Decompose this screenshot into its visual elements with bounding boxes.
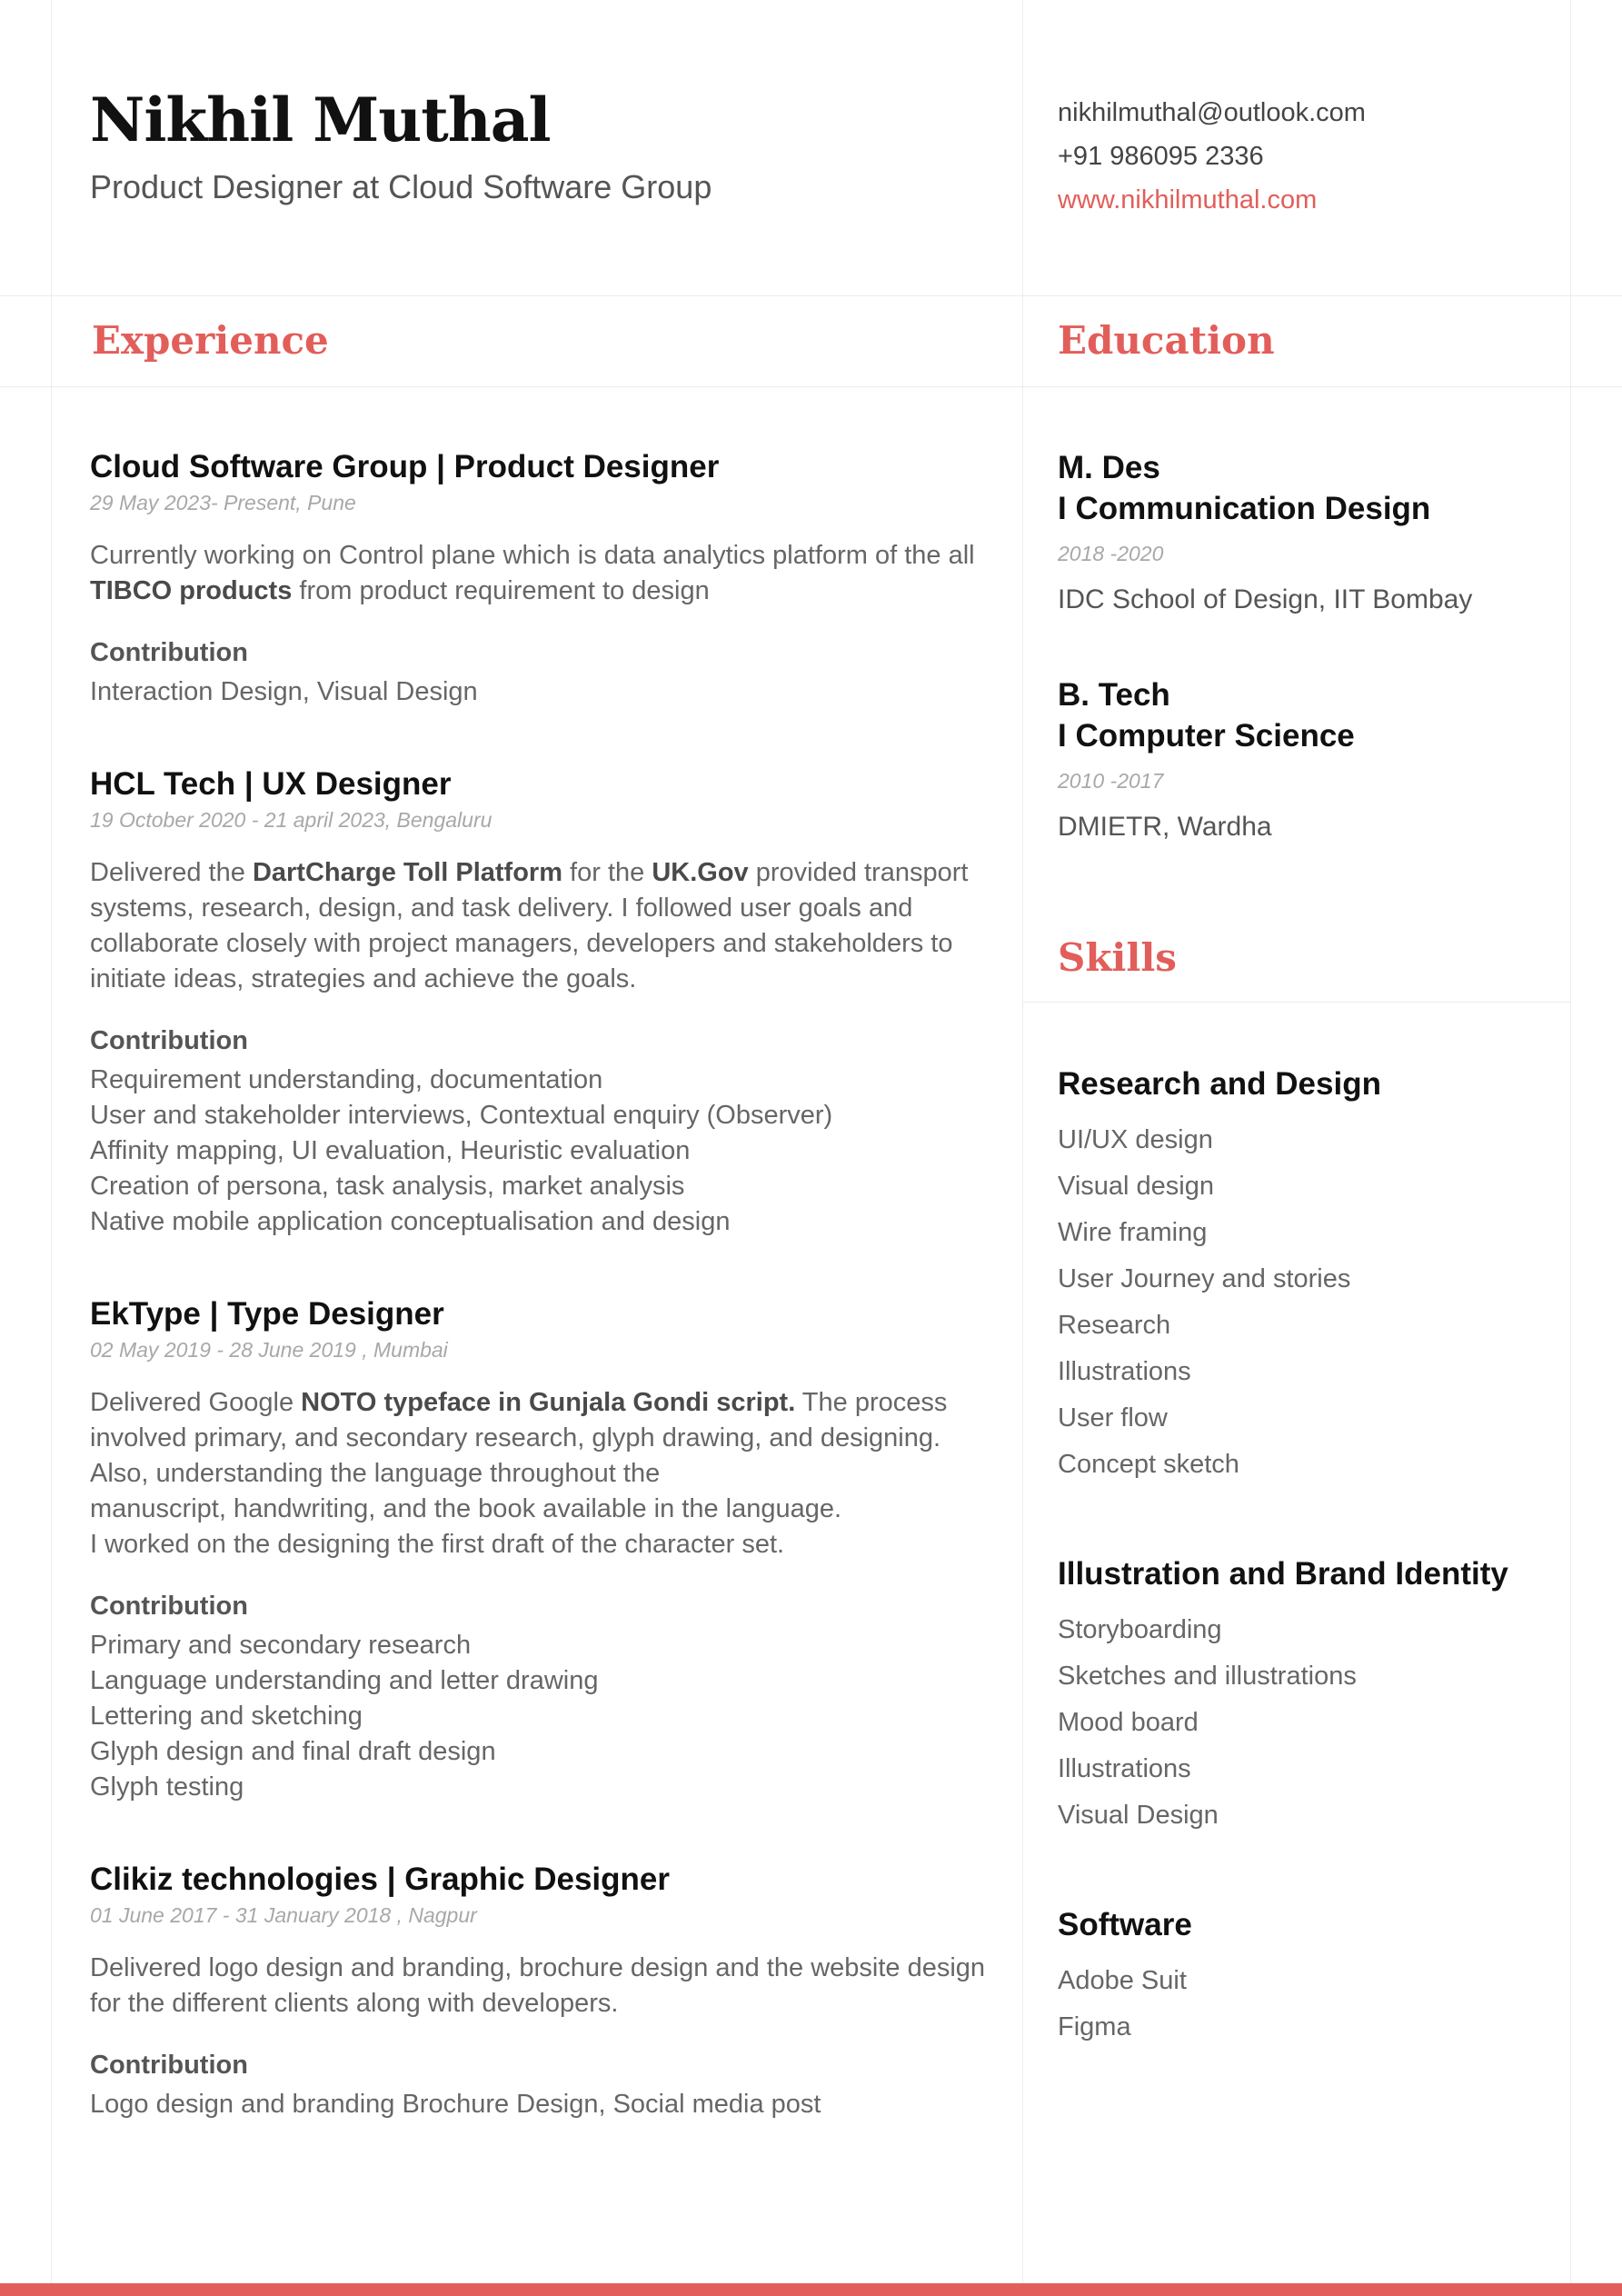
contribution-item: Native mobile application conceptualisation and design — [90, 1207, 731, 1236]
skill-item: Figma — [1058, 2012, 1131, 2041]
education-entry — [1058, 674, 1567, 845]
skill-group-heading: Software — [1058, 1907, 1192, 1942]
skill-item: User Journey and stories — [1058, 1264, 1351, 1293]
contribution-item: Interaction Design, Visual Design — [90, 677, 478, 706]
skill-item: Research — [1058, 1311, 1171, 1340]
job-date-location: 01 June 2017 - 31 January 2018 , Nagpur — [90, 1903, 477, 1927]
contribution-item: Lettering and sketching — [90, 1702, 363, 1731]
contribution-item: Affinity mapping, UI evaluation, Heuristic evaluation — [90, 1136, 691, 1165]
job-date-location: 29 May 2023- Present, Pune — [90, 491, 356, 514]
job-description: Delivered Google NOTO typeface in Gunjala Gondi script. The process involved primary, and secondary research, glyph drawing, and designing. Also, understanding the language throughout the manuscript, handwriting, and the book available in the language. I worked on the designing the first draft of the character set. — [90, 1388, 948, 1559]
skill-item: Concept sketch — [1058, 1450, 1239, 1479]
contribution-item: Language understanding and letter drawing — [90, 1666, 599, 1695]
contribution-item: User and stakeholder interviews, Contextual enquiry (Observer) — [90, 1101, 833, 1130]
skill-item: Illustrations — [1058, 1357, 1191, 1386]
job-title: Cloud Software Group | Product Designer — [90, 449, 720, 484]
left-margin-rule — [51, 0, 52, 2283]
skill-item: Mood board — [1058, 1708, 1199, 1737]
contribution-list — [90, 2087, 1021, 2122]
skill-item: User flow — [1058, 1403, 1168, 1433]
skills-list — [1058, 1063, 1567, 2116]
job-entry — [90, 764, 1021, 1240]
skill-item: Visual design — [1058, 1172, 1214, 1201]
contribution-label: Contribution — [90, 1026, 248, 1055]
job-date-location: 19 October 2020 - 21 april 2023, Bengaluru — [90, 808, 493, 832]
job-title: EkType | Type Designer — [90, 1296, 444, 1332]
contribution-label: Contribution — [90, 1592, 248, 1621]
contribution-list — [90, 674, 1021, 710]
job-date-location: 02 May 2019 - 28 June 2019 , Mumbai — [90, 1338, 448, 1362]
job-description: Delivered the DartCharge Toll Platform for the UK.Gov provided transport systems, research, design, and task delivery. I followed user goals and collaborate closely with project managers, developers and stakeholders to initiate ideas, strategies and achieve the goals. — [90, 858, 969, 993]
experience-heading: Experience — [92, 318, 329, 363]
skills-header-rule — [1022, 1002, 1571, 1003]
job-title: Clikiz technologies | Graphic Designer — [90, 1862, 670, 1897]
job-entry — [90, 447, 1021, 710]
school-name: IDC School of Design, IIT Bombay — [1058, 584, 1473, 614]
education-list — [1058, 447, 1567, 902]
footer-accent-bar — [0, 2283, 1622, 2296]
candidate-name: Nikhil Muthal — [90, 85, 551, 155]
right-margin-rule — [1570, 0, 1571, 2283]
skill-item: Adobe Suit — [1058, 1966, 1187, 1995]
contribution-item: Logo design and branding Brochure Design, Social media post — [90, 2090, 821, 2119]
column-divider-rule — [1022, 0, 1023, 2283]
job-description: Currently working on Control plane which is data analytics platform of the all TIBCO products from product requirement to design — [90, 541, 975, 605]
experience-list — [90, 447, 1021, 2177]
section-header-rule — [0, 386, 1622, 387]
skill-group — [1058, 1553, 1567, 1839]
degree-title: M. Des I Communication Design — [1058, 450, 1431, 526]
job-title: HCL Tech | UX Designer — [90, 766, 452, 802]
skill-group — [1058, 1904, 1567, 2051]
skill-group-heading: Research and Design — [1058, 1066, 1381, 1102]
education-years: 2018 -2020 — [1058, 542, 1164, 565]
skill-item: Storyboarding — [1058, 1615, 1222, 1644]
education-heading: Education — [1058, 318, 1275, 363]
email-text[interactable]: nikhilmuthal@outlook.com — [1058, 98, 1366, 127]
contribution-item: Creation of persona, task analysis, market analysis — [90, 1172, 685, 1201]
contribution-item: Primary and secondary research — [90, 1631, 472, 1660]
job-description: Delivered logo design and branding, brochure design and the website design for the different clients along with developers. — [90, 1953, 986, 2018]
contribution-item: Glyph design and final draft design — [90, 1737, 496, 1766]
education-entry — [1058, 447, 1567, 618]
skill-item: Sketches and illustrations — [1058, 1662, 1357, 1691]
candidate-subtitle: Product Designer at Cloud Software Group — [90, 168, 712, 205]
contribution-list — [90, 1628, 1021, 1805]
job-entry — [90, 1294, 1021, 1805]
contribution-list — [90, 1063, 1021, 1240]
contribution-label: Contribution — [90, 638, 248, 667]
contribution-item: Glyph testing — [90, 1772, 244, 1802]
skill-item: UI/UX design — [1058, 1125, 1213, 1154]
contribution-item: Requirement understanding, documentation — [90, 1065, 603, 1094]
contribution-label: Contribution — [90, 2051, 248, 2080]
degree-title: B. Tech I Computer Science — [1058, 677, 1355, 754]
website-link[interactable]: www.nikhilmuthal.com — [1058, 185, 1318, 215]
job-entry — [90, 1860, 1021, 2122]
skill-item: Illustrations — [1058, 1754, 1191, 1783]
skill-group-heading: Illustration and Brand Identity — [1058, 1556, 1508, 1592]
contact-block — [1058, 91, 1366, 222]
phone-text[interactable]: +91 986095 2336 — [1058, 142, 1264, 171]
skill-group — [1058, 1063, 1567, 1488]
skills-heading: Skills — [1058, 935, 1177, 980]
skill-item: Wire framing — [1058, 1218, 1208, 1247]
school-name: DMIETR, Wardha — [1058, 812, 1272, 842]
header-bottom-rule — [0, 295, 1622, 296]
education-years: 2010 -2017 — [1058, 769, 1164, 793]
skill-item: Visual Design — [1058, 1801, 1219, 1830]
